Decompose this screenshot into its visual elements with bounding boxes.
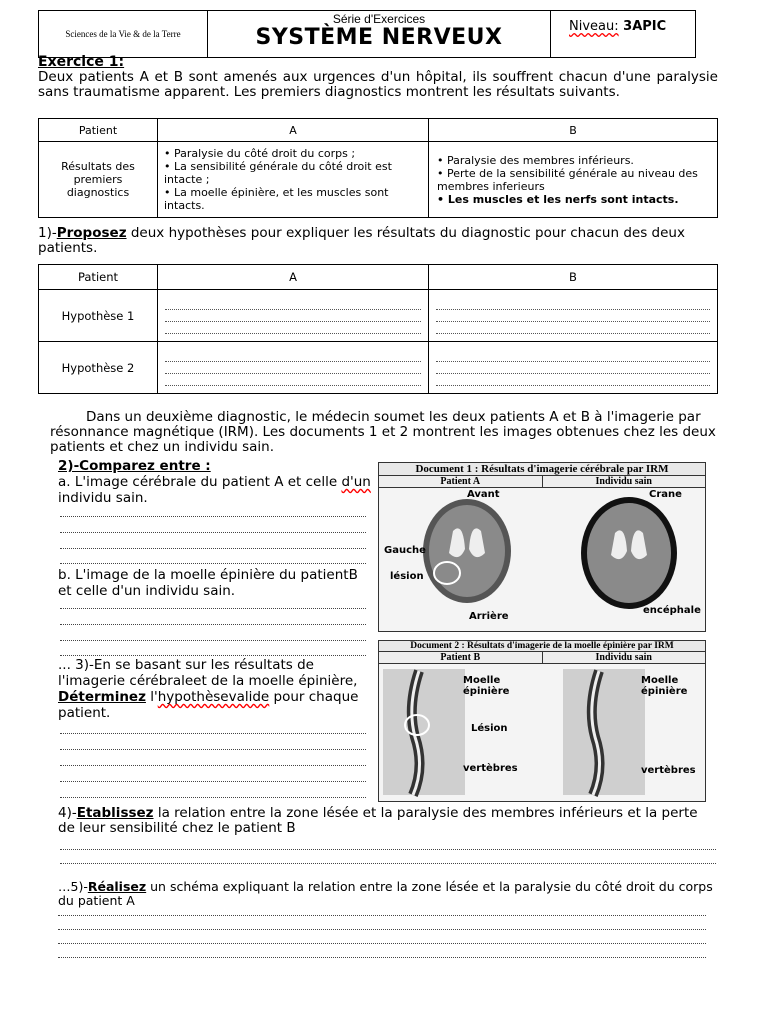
q4-text: la relation entre la zone lésée et la paralysie des membres inférieurs et la perte de leur sensibilité chez le patient B xyxy=(58,805,698,836)
answer-line[interactable] xyxy=(60,732,366,734)
document-1-figure xyxy=(378,462,706,632)
label-moelle-a: Moelle épinière xyxy=(463,675,510,697)
niveau-label: Niveau: xyxy=(569,19,619,34)
results-b-item: • Paralysie des membres inférieurs. xyxy=(437,153,634,167)
answer-area-h2-b[interactable] xyxy=(429,342,718,394)
doc1-header xyxy=(379,476,705,488)
answer-line[interactable] xyxy=(58,914,706,916)
label-encephale: encéphale xyxy=(643,605,701,616)
answer-line[interactable] xyxy=(60,607,366,609)
results-a-list xyxy=(164,147,422,212)
subject-cell xyxy=(39,11,208,57)
spine-scan-healthy xyxy=(563,669,645,795)
q5-verb: Réalisez xyxy=(87,879,147,894)
answer-line[interactable] xyxy=(60,531,366,533)
label-arriere: Arrière xyxy=(469,611,509,622)
question-2b: b. L'image de la moelle épinière du patientB et celle d'un individu sain. xyxy=(58,567,358,599)
doc1-col-b: Individu sain xyxy=(595,476,652,487)
subject-label: Sciences de la Vie & de la Terre xyxy=(65,29,181,39)
hypothesis-1-label: Hypothèse 1 xyxy=(39,290,158,342)
results-a xyxy=(158,142,429,218)
answer-line[interactable] xyxy=(58,928,706,930)
label-vertebres-a: vertèbres xyxy=(463,763,518,774)
answer-line[interactable] xyxy=(58,956,706,958)
question-2a xyxy=(58,474,376,506)
results-b-list xyxy=(437,154,709,206)
title-cell xyxy=(208,11,551,57)
th-patient-2: Patient xyxy=(39,265,158,290)
answer-line[interactable] xyxy=(60,623,366,625)
answer-line[interactable] xyxy=(60,862,716,864)
results-b-item: • Les muscles et les nerfs sont intacts. xyxy=(437,192,679,206)
answer-line[interactable] xyxy=(58,942,706,944)
label-moelle-b: Moelle épinière xyxy=(641,675,688,697)
doc2-col-b: Individu sain xyxy=(595,652,652,663)
q5-number: …5)- xyxy=(58,879,88,894)
answer-line[interactable] xyxy=(60,639,366,641)
page-title: SYSTÈME NERVEUX xyxy=(255,25,503,50)
document-header xyxy=(38,10,696,58)
results-a-item: • La sensibilité générale du côté droit est intacte ; xyxy=(164,160,392,186)
hypothesis-2-label: Hypothèse 2 xyxy=(39,342,158,394)
q5-text: un schéma expliquant la relation entre la zone lésée et la paralysie du côté droit du corps du patient A xyxy=(58,879,713,908)
answer-line[interactable] xyxy=(60,796,366,798)
niveau-cell xyxy=(551,11,695,57)
q1-number: 1)- xyxy=(38,225,57,241)
q3-comma: , xyxy=(353,673,358,689)
answer-area-h1-a[interactable] xyxy=(158,290,429,342)
answer-line[interactable] xyxy=(60,848,716,850)
label-lesion: lésion xyxy=(390,571,424,582)
doc2-col-a: Patient B xyxy=(379,652,543,663)
th-patient: Patient xyxy=(39,119,158,142)
q2a-spell: d'un xyxy=(341,474,371,490)
results-b-item: • Perte de la sensibilité générale au niveau des membres inferieurs xyxy=(437,166,698,193)
results-a-item: • La moelle épinière, et les muscles sont intacts. xyxy=(164,186,389,212)
hypothesis-table xyxy=(38,264,718,394)
th-b: B xyxy=(429,119,718,142)
answer-line[interactable] xyxy=(60,515,366,517)
answer-line[interactable] xyxy=(60,547,366,549)
exercise-intro: Deux patients A et B sont amenés aux urgences d'un hôpital, ils souffrent chacun d'une paralysie sans traumatisme apparent. Les premiers diagnostics montrent les résultats suivants. xyxy=(38,69,718,100)
doc1-title: Document 1 : Résultats d'imagerie cérébrale par IRM xyxy=(379,463,705,476)
niveau-value: 3APIC xyxy=(623,19,667,34)
document-2-figure xyxy=(378,640,706,802)
q4-verb: Etablissez xyxy=(76,805,154,821)
q3-verb: Déterminez xyxy=(58,689,146,705)
question-3 xyxy=(58,657,368,721)
th-b-2: B xyxy=(429,265,718,290)
results-table xyxy=(38,118,718,218)
label-gauche: Gauche xyxy=(384,545,426,556)
answer-line[interactable] xyxy=(60,780,366,782)
question-2-title: 2)-Comparez entre : xyxy=(58,458,211,474)
th-a: A xyxy=(158,119,429,142)
q3-post: pour chaque patient. xyxy=(58,689,359,721)
question-1 xyxy=(38,226,718,256)
q3-spell: hypothèsevalide xyxy=(157,689,270,705)
question-5 xyxy=(58,880,718,908)
doc2-title: Document 2 : Résultats d'imagerie de la moelle épinière par IRM xyxy=(379,641,705,652)
second-diagnostic-text: Dans un deuxième diagnostic, le médecin soumet les deux patients A et B à l'imagerie par résonnance magnétique (IRM). Les documents 1 et 2 montrent les images obtenues chez les deux patients et chez un individu sain. xyxy=(50,409,716,455)
q1-text: deux hypothèses pour expliquer les résultats du diagnostic pour chacun des deux patients. xyxy=(38,225,685,256)
answer-area-h2-a[interactable] xyxy=(158,342,429,394)
q4-number: 4)- xyxy=(58,805,77,821)
answer-line[interactable] xyxy=(60,748,366,750)
answer-line[interactable] xyxy=(60,764,366,766)
serie-label: Série d'Exercices xyxy=(332,12,426,26)
label-avant: Avant xyxy=(467,489,500,500)
q3-gap: l' xyxy=(145,689,158,705)
exercise-title: Exercice 1: xyxy=(38,54,125,70)
th-a-2: A xyxy=(158,265,429,290)
doc1-col-a: Patient A xyxy=(379,476,543,487)
doc2-header xyxy=(379,652,705,664)
q3-pre: ... 3)-En se basant sur les résultats de l'imagerie cérébraleet de la moelle épinière xyxy=(58,657,354,689)
results-a-item: • Paralysie du côté droit du corps ; xyxy=(164,147,356,160)
results-b xyxy=(429,142,718,218)
answer-line[interactable] xyxy=(60,562,366,564)
answer-area-h1-b[interactable] xyxy=(429,290,718,342)
label-crane: Crane xyxy=(649,489,682,500)
row-label-results: Résultats des premiers diagnostics xyxy=(39,142,158,218)
q2a-text: a. L'image cérébrale du patient A et celle xyxy=(58,474,342,490)
label-lesion-spine: Lésion xyxy=(471,723,508,734)
q2a-post: individu sain. xyxy=(58,490,148,506)
q1-verb: Proposez xyxy=(56,225,127,241)
label-vertebres-b: vertèbres xyxy=(641,765,696,776)
question-4 xyxy=(58,806,718,836)
answer-line[interactable] xyxy=(60,654,366,656)
